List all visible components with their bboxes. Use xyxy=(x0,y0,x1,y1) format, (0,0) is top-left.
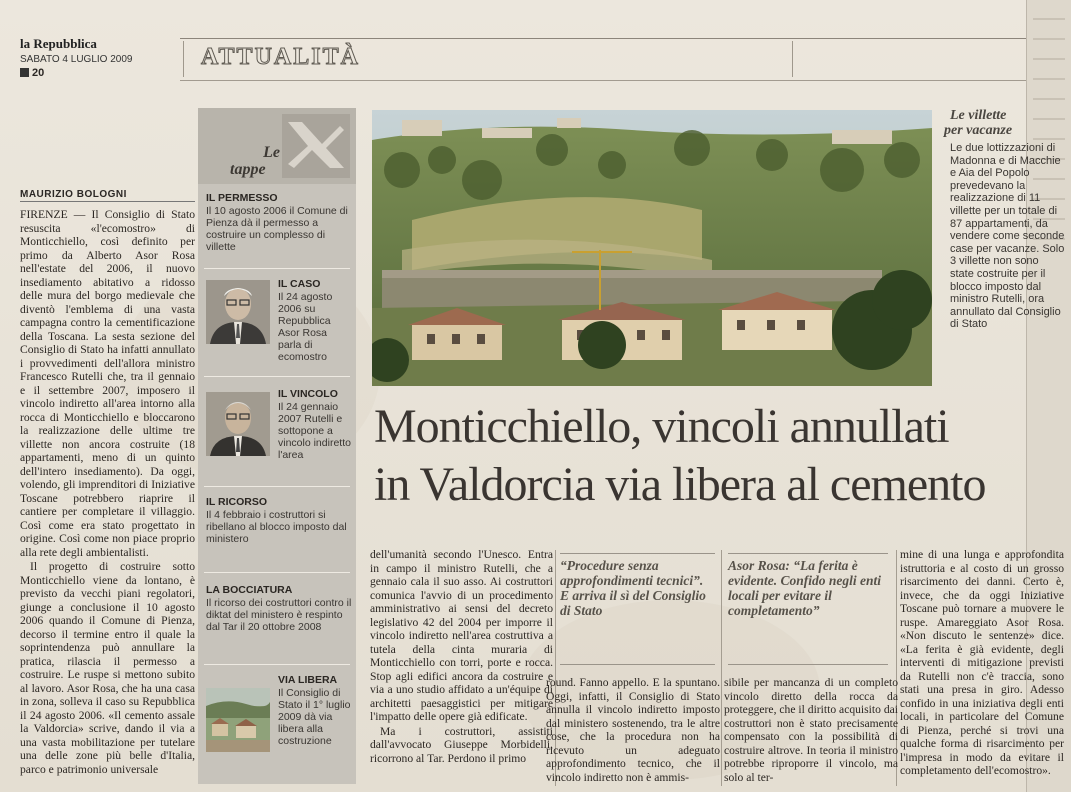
timeline-divider xyxy=(204,376,350,377)
timeline-divider xyxy=(204,486,350,487)
timeline-entry xyxy=(206,584,352,633)
newspaper-name: la Repubblica xyxy=(20,36,97,51)
timeline-entry xyxy=(278,388,352,461)
paragraph: FIRENZE — Il Consiglio di Stato resuscita «l'ecomostro» di Monticchiello, così definito per primo da Alberto Asor Rosa nell'estate del 2006, il nuovo insediamento abitativo a ridosso delle mura del borgo medievale che diventò l'emblema di una vasta campagna contro la cementificazione della Toscana. La sesta sezione del Consiglio di Stato ha infatti annullato i provvedimenti dell'allora ministro Francesco Rutelli che, tra il gennaio e il settembre 2007, imposero il vincolo indiretto all'area intorno alla rocca di Monticchiello e bloccarono la realizzazione delle ultime tre villette non ancora costruite (18 appartamenti, meno di un quinto dell'intero insediamento). Da oggi, volendo, gli imprenditori di Iniziative Toscane potrebbero riaprire il cantiere per completare il villaggio. Così come era stato progettato in origine. Così come non piace proprio alla rete degli ambientalisti. xyxy=(20,208,195,559)
portrait-photo xyxy=(206,280,270,344)
timeline-divider xyxy=(204,268,350,269)
pullquote: “Procedure senza approfondimenti tecnici”. E arriva il sì del Consiglio di Stato xyxy=(560,558,706,618)
timeline-entry-text: Il 4 febbraio i costruttori si ribellano al blocco imposto dal ministero xyxy=(206,509,347,545)
headline-line: in Valdorcia via libera al cemento xyxy=(374,458,986,511)
timeline-entry xyxy=(278,278,352,363)
photo-caption-text: Le due lottizzazioni di Madonna e di Macchie e Aia del Popolo prevedevano la realizzazione di 11 villette per un totale di 87 appartamenti, da vendere come seconde case per vacanze. Solo 3 villette non sono state costruite per il blocco imposto dal ministro Rutelli, ora annullato dal Consiglio di Stato xyxy=(950,142,1065,331)
header-rule xyxy=(180,38,1030,39)
article-column-1 xyxy=(20,208,195,788)
timeline-divider xyxy=(204,572,350,573)
page-number: 20 xyxy=(20,67,132,79)
timeline-entry-label: IL RICORSO xyxy=(206,496,268,508)
article-column-4: sibile per mancanza di un completo vincolo diretto della rocca da proteggere, che il diritto acquisito dai costruttori non è stato precisamente compensato con la possibilità di costruire altrove. In teoria il ministro potrebbe riproporre il vincolo, ma solo al ter- xyxy=(724,676,898,784)
paragraph: Il progetto di costruire sotto Monticchiello viene da lontano, è previsto da vecchi piani regolatori, giunge a conclusione il 10 agosto 2006 quando il Comune di Pienza, decorso il termine entro il quale la soprintendenza può annullare la pratica, rilascia il permesso a costruire. Le ruspe si mettono subito al lavoro. Asor Rosa, che ha una casa in zona, solleva il caso su Repubblica il 24 agosto 2006. «Il cemento assale la Valdorcia» scrive, dando il via a una vasta mobilitazione per tutelare una delle zone più belle d'Italia, parco e patrimonio universale xyxy=(20,560,195,776)
issue-date: SABATO 4 LUGLIO 2009 xyxy=(20,54,133,65)
headline xyxy=(374,398,1034,514)
timeline-header xyxy=(198,108,356,184)
byline-rule xyxy=(20,201,195,202)
article-column-5: mine di una lunga e approfondita istruttoria e al costo di un grosso risarcimento dei danni. Certo è, invece, che da oggi Iniziative Toscane può tornare a muovere le ruspe. Amareggiato Asor Rosa. «Non discuto le sentenze» dice. «La ferita è già evidente, degli interventi di mitigazione previsti da Rutelli non c'è traccia, sono stati una presa in giro. Adesso confido in una iniziativa degli enti locali, in particolare del Comune di Pienza, perché si trovi una qualche forma di risarcimento per l'impresa in modo da evitare il completamento dell'ecomostro». xyxy=(900,548,1064,777)
column-divider xyxy=(721,550,722,786)
timeline-entry-text: Il Consiglio di Stato il 1° luglio 2009 dà via libera alla costruzione xyxy=(278,687,351,747)
byline: MAURIZIO BOLOGNI xyxy=(20,189,127,200)
timeline-title-line: Le xyxy=(263,144,280,161)
timeline-entry-label: IL CASO xyxy=(278,278,321,290)
landscape-photo xyxy=(372,110,932,386)
caption-title-line: Le villette xyxy=(950,108,1007,123)
timeline-entry-text: Il 10 agosto 2006 il Comune di Pienza dà il permesso a costruire un complesso di villette xyxy=(206,205,348,253)
timeline-sidebar xyxy=(198,108,356,784)
photo-caption-title xyxy=(944,108,1012,138)
timeline-entry-text: Il 24 agosto 2006 su Repubblica Asor Rosa parla di ecomostro xyxy=(278,291,333,363)
paragraph: dell'umanità secondo l'Unesco. Entra in campo il ministro Rutelli, che a gennaio cala il suo asso. Ai costruttori comunica l'avvio di un procedimento amministrativo ai sensi del decreto legislativo 42 del 2004 per imporre il vincolo indiretto nell'area costruttiva a tutela della cinta muraria di Monticchiello con torri, porte e rocca. Stop agli edifici ancora da costruire e via a uno studio affidato a un'équipe di architetti paesaggistici per mitigare l'impatto delle opere già edificate. xyxy=(370,548,553,723)
construction-photo xyxy=(206,688,270,752)
timeline-entry-text: Il 24 gennaio 2007 Rutelli e sottopone a vincolo indiretto l'area xyxy=(278,401,351,461)
portrait-photo xyxy=(206,392,270,456)
arrow-icon xyxy=(282,114,350,178)
caption-title-line: per vacanze xyxy=(944,123,1013,138)
timeline-entry-label: IL VINCOLO xyxy=(278,388,338,400)
section-title: ATTUALITÀ xyxy=(201,44,360,70)
timeline-entry xyxy=(278,674,352,747)
paragraph: Ma i costruttori, assistiti dall'avvocato Giuseppe Morbidelli, ricorrono al Tar. Perdono il primo xyxy=(370,724,553,765)
header-rule xyxy=(180,80,1030,81)
timeline-title xyxy=(230,144,280,178)
timeline-entry-label: VIA LIBERA xyxy=(278,674,338,686)
timeline-entry-label: LA BOCCIATURA xyxy=(206,584,293,596)
timeline-entry-label: IL PERMESSO xyxy=(206,192,278,204)
pullquote-rule xyxy=(560,664,715,665)
article-column-3: round. Fanno appello. E la spuntano. Oggi, infatti, il Consiglio di Stato annulla il vincolo indiretto imposto dal ministero sostenendo, tra le altre cose, che la procedura non ha ricevuto un adeguato approfondimento tecnico, che il vincolo indiretto non è ammis- xyxy=(546,676,720,784)
timeline-entry xyxy=(206,192,352,253)
pullquote: Asor Rosa: “La ferita è evidente. Confido negli enti locali per evitare il completamento” xyxy=(728,558,881,618)
pullquote-rule xyxy=(728,664,888,665)
timeline-divider xyxy=(204,664,350,665)
masthead xyxy=(20,36,132,79)
article-column-2 xyxy=(370,548,553,788)
pullquote-rule xyxy=(560,553,715,554)
timeline-entry xyxy=(206,496,352,545)
headline-line: Monticchiello, vincoli annullati xyxy=(374,400,949,453)
pullquote-rule xyxy=(728,553,888,554)
timeline-entry-text: Il ricorso dei costruttori contro il diktat del ministero è respinto dal Tar il 20 ottobre 2008 xyxy=(206,597,352,633)
timeline-title-line: tappe xyxy=(230,161,266,178)
